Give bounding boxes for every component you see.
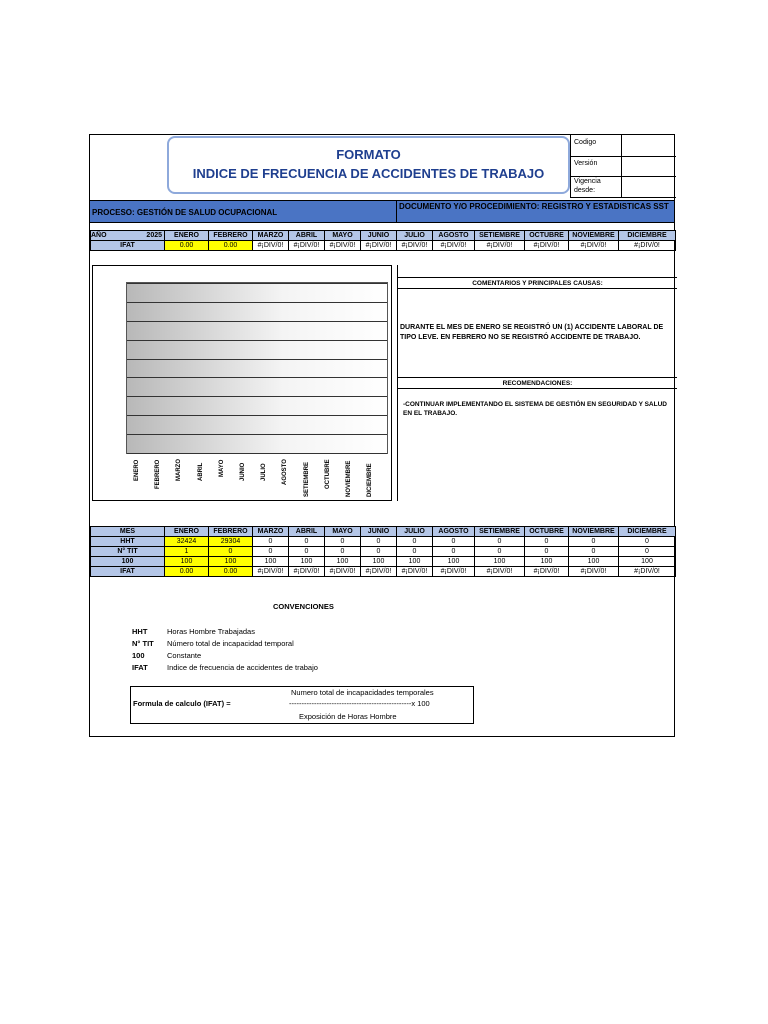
chart-gridline <box>127 453 387 454</box>
ifat-label: IFAT <box>91 241 165 251</box>
top-header-row <box>91 231 676 241</box>
table-cell: 100 <box>433 557 475 567</box>
table-cell: 100 <box>525 557 569 567</box>
table-cell: 100 <box>569 557 619 567</box>
ifat-value-10: #¡DIV/0! <box>569 241 619 251</box>
row-label: 100 <box>91 557 165 567</box>
month-header-9: OCTUBRE <box>525 231 569 241</box>
bottom-header-row <box>91 527 676 537</box>
bottom-month-header-6: JULIO <box>397 527 433 537</box>
table-cell: 0 <box>361 537 397 547</box>
table-cell: 0 <box>619 537 676 547</box>
table-cell: 0.00 <box>209 567 253 577</box>
formula-label: Formula de calculo (IFAT) = <box>133 699 231 708</box>
month-header-7: AGOSTO <box>433 231 475 241</box>
bottom-month-header-3: ABRIL <box>289 527 325 537</box>
month-header-0: ENERO <box>165 231 209 241</box>
table-cell: 0 <box>325 547 361 557</box>
chart-x-tick-label: DICIEMBRE <box>367 463 374 497</box>
bottom-month-header-8: SETIEMBRE <box>475 527 525 537</box>
table-cell: #¡DIV/0! <box>569 567 619 577</box>
month-header-2: MARZO <box>253 231 289 241</box>
ifat-value-5: #¡DIV/0! <box>361 241 397 251</box>
chart-gridline <box>127 302 387 303</box>
table-cell: 100 <box>209 557 253 567</box>
comments-text: DURANTE EL MES DE ENERO SE REGISTRÓ UN (1) ACCIDENTE LABORAL DE TIPO LEVE. EN FEBRERO NO SE REGISTRÓ ACCIDENTE DE TRABAJO. <box>400 324 664 341</box>
table-cell: 0 <box>397 547 433 557</box>
documento-label: DOCUMENTO Y/O PROCEDIMIENTO: REGISTRO Y ESTADISTICAS SST <box>399 202 669 211</box>
doc-title-line1: FORMATO <box>336 147 401 162</box>
bottom-month-header-1: FEBRERO <box>209 527 253 537</box>
table-cell: 32424 <box>165 537 209 547</box>
proceso-label: PROCESO: GESTIÓN DE SALUD OCUPACIONAL <box>92 208 278 217</box>
ifat-value-11: #¡DIV/0! <box>619 241 676 251</box>
table-cell: #¡DIV/0! <box>475 567 525 577</box>
year-cell <box>91 231 165 241</box>
chart-gridline <box>127 434 387 435</box>
chart-x-tick-label: OCTUBRE <box>324 459 331 489</box>
formula-numerator: Numero total de incapacidades temporales <box>291 688 434 697</box>
ifat-value-2: #¡DIV/0! <box>253 241 289 251</box>
month-header-3: ABRIL <box>289 231 325 241</box>
table-cell: #¡DIV/0! <box>433 567 475 577</box>
ifat-value-4: #¡DIV/0! <box>325 241 361 251</box>
chart-x-tick-label: ENERO <box>134 459 140 481</box>
chart-gridline <box>127 377 387 378</box>
table-cell: 0 <box>361 547 397 557</box>
ifat-value-9: #¡DIV/0! <box>525 241 569 251</box>
convention-desc: Constante <box>167 651 202 660</box>
bottom-month-header-11: DICIEMBRE <box>619 527 676 537</box>
chart-plot-area <box>126 282 388 454</box>
chart-x-tick-label: JUNIO <box>240 462 246 481</box>
table-row <box>91 547 676 557</box>
chart-gridline <box>127 283 387 284</box>
chart-x-tick-label: JULIO <box>261 463 268 481</box>
table-cell: 1 <box>165 547 209 557</box>
month-header-11: DICIEMBRE <box>619 231 676 241</box>
table-cell: 100 <box>325 557 361 567</box>
top-ifat-row <box>91 241 676 251</box>
meta-block <box>570 135 675 197</box>
comments-heading: COMENTARIOS Y PRINCIPALES CAUSAS: <box>398 277 677 289</box>
table-row <box>91 567 676 577</box>
bottom-month-header-9: OCTUBRE <box>525 527 569 537</box>
chart-x-tick-label: MARZO <box>176 459 183 481</box>
meta-codigo-row <box>570 135 676 157</box>
row-label: HHT <box>91 537 165 547</box>
meta-codigo-value <box>621 135 677 156</box>
table-cell: 0 <box>525 547 569 557</box>
table-cell: 0 <box>325 537 361 547</box>
meta-vigencia-row <box>570 176 676 198</box>
table-cell: #¡DIV/0! <box>253 567 289 577</box>
convention-abbr: N° TIT <box>132 639 154 648</box>
recommendations-heading: RECOMENDACIONES: <box>398 377 677 389</box>
bottom-month-header-2: MARZO <box>253 527 289 537</box>
table-cell: 0 <box>289 547 325 557</box>
table-cell: #¡DIV/0! <box>361 567 397 577</box>
month-header-6: JULIO <box>397 231 433 241</box>
recommendations-text: -CONTINUAR IMPLEMENTANDO EL SISTEMA DE GESTIÓN EN SEGURIDAD Y SALUD EN EL TRABAJO. <box>403 401 667 417</box>
bottom-month-header-5: JUNIO <box>361 527 397 537</box>
convention-desc: Horas Hombre Trabajadas <box>167 627 255 636</box>
title-box <box>167 136 570 194</box>
chart-x-tick-label: ABRIL <box>197 462 204 481</box>
meta-codigo-label: Codigo <box>574 139 597 146</box>
meta-vigencia-label: Vigencia desde: <box>574 178 601 194</box>
doc-title-line2: INDICE DE FRECUENCIA DE ACCIDENTES DE TRABAJO <box>192 166 545 181</box>
document-sheet <box>89 134 675 737</box>
convention-abbr: 100 <box>132 651 145 660</box>
year-label: AÑO <box>91 232 107 239</box>
table-cell: 0 <box>569 537 619 547</box>
table-cell: #¡DIV/0! <box>325 567 361 577</box>
conventions-heading: CONVENCIONES <box>273 602 334 611</box>
table-row <box>91 537 676 547</box>
formula-denominator: Exposición de Horas Hombre <box>299 712 397 721</box>
ifat-value-7: #¡DIV/0! <box>433 241 475 251</box>
proceso-band <box>90 200 396 223</box>
table-cell: #¡DIV/0! <box>619 567 676 577</box>
row-label: IFAT <box>91 567 165 577</box>
month-header-1: FEBRERO <box>209 231 253 241</box>
month-header-10: NOVIEMBRE <box>569 231 619 241</box>
chart-x-tick-label: SETIEMBRE <box>303 461 310 497</box>
table-cell: 0 <box>569 547 619 557</box>
table-cell: 100 <box>397 557 433 567</box>
table-cell: #¡DIV/0! <box>525 567 569 577</box>
chart-x-tick-label: FEBRERO <box>155 459 162 489</box>
monthly-data-table <box>90 526 676 577</box>
table-cell: 0 <box>397 537 433 547</box>
table-cell: 100 <box>619 557 676 567</box>
ifat-summary-table <box>90 230 676 251</box>
chart-x-tick-label: MAYO <box>218 459 225 477</box>
table-cell: 0 <box>209 547 253 557</box>
table-cell: 100 <box>361 557 397 567</box>
ifat-value-0: 0.00 <box>165 241 209 251</box>
comments-panel <box>397 265 676 501</box>
bottom-month-header-7: AGOSTO <box>433 527 475 537</box>
table-cell: 100 <box>165 557 209 567</box>
ifat-value-8: #¡DIV/0! <box>475 241 525 251</box>
chart-gridline <box>127 359 387 360</box>
month-header-8: SETIEMBRE <box>475 231 525 241</box>
table-cell: 100 <box>289 557 325 567</box>
table-row <box>91 557 676 567</box>
bottom-month-header-10: NOVIEMBRE <box>569 527 619 537</box>
chart-gridline <box>127 321 387 322</box>
table-cell: 0 <box>253 537 289 547</box>
meta-version-row <box>570 156 676 177</box>
ifat-value-3: #¡DIV/0! <box>289 241 325 251</box>
ifat-value-6: #¡DIV/0! <box>397 241 433 251</box>
chart-gridline <box>127 415 387 416</box>
meta-version-value <box>621 156 677 176</box>
convention-abbr: HHT <box>132 627 148 636</box>
documento-band <box>396 200 674 223</box>
table-cell: 0 <box>289 537 325 547</box>
table-cell: 29304 <box>209 537 253 547</box>
bottom-month-header-4: MAYO <box>325 527 361 537</box>
table-cell: #¡DIV/0! <box>289 567 325 577</box>
table-cell: 0.00 <box>165 567 209 577</box>
meta-version-label: Versión <box>574 160 598 167</box>
convention-abbr: IFAT <box>132 663 148 672</box>
bottom-month-header-0: ENERO <box>165 527 209 537</box>
mes-label: MES <box>91 527 165 537</box>
table-cell: 100 <box>253 557 289 567</box>
table-cell: 0 <box>525 537 569 547</box>
convention-desc: Indice de frecuencia de accidentes de trabajo <box>167 663 318 672</box>
ifat-value-1: 0.00 <box>209 241 253 251</box>
year-value: 2025 <box>146 232 162 239</box>
table-cell: #¡DIV/0! <box>397 567 433 577</box>
table-cell: 0 <box>433 547 475 557</box>
table-cell: 0 <box>475 547 525 557</box>
ifat-chart <box>92 265 392 501</box>
table-cell: 0 <box>619 547 676 557</box>
formula-box <box>130 686 474 724</box>
chart-gridline <box>127 396 387 397</box>
table-cell: 0 <box>253 547 289 557</box>
meta-vigencia-value <box>621 176 677 197</box>
row-label: N° TIT <box>91 547 165 557</box>
chart-gridline <box>127 340 387 341</box>
convention-desc: Número total de incapacidad temporal <box>167 639 294 648</box>
chart-x-tick-label: AGOSTO <box>282 459 289 485</box>
chart-x-tick-label: NOVIEMBRE <box>346 460 352 497</box>
month-header-4: MAYO <box>325 231 361 241</box>
table-cell: 0 <box>475 537 525 547</box>
table-cell: 0 <box>433 537 475 547</box>
month-header-5: JUNIO <box>361 231 397 241</box>
formula-fraction-line: -------------------------------------------------x 100 <box>289 699 430 708</box>
table-cell: 100 <box>475 557 525 567</box>
